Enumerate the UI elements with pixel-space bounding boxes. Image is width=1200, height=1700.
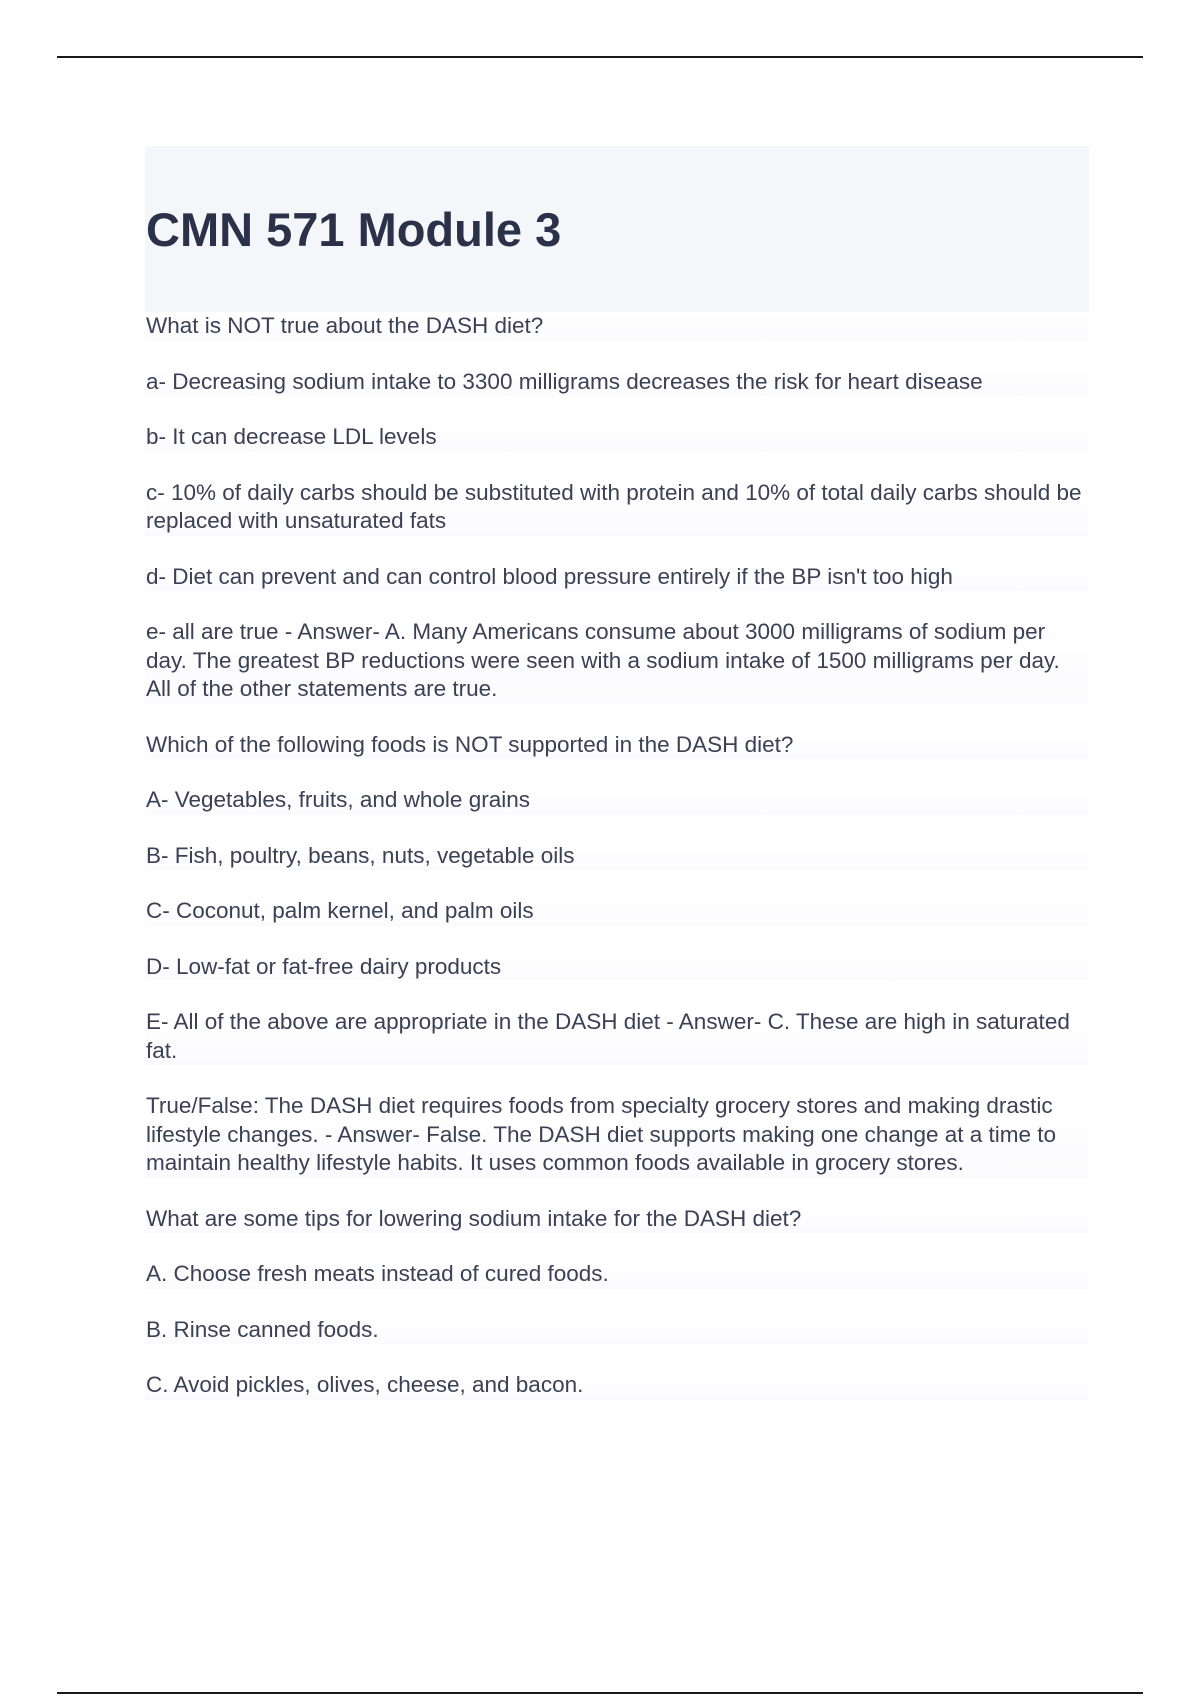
question-2-option-a: A- Vegetables, fruits, and whole grains	[145, 786, 1089, 815]
question-4-tip-b: B. Rinse canned foods.	[145, 1316, 1089, 1345]
question-1-option-e-answer: e- all are true - Answer- A. Many Americans consume about 3000 milligrams of sodium per day. The greatest BP reductions were seen with a sodium intake of 1500 milligrams per day. All of the other statements are true.	[145, 618, 1089, 704]
question-1: What is NOT true about the DASH diet?	[145, 312, 1089, 341]
question-2-option-b: B- Fish, poultry, beans, nuts, vegetable oils	[145, 842, 1089, 871]
question-1-option-c: c- 10% of daily carbs should be substituted with protein and 10% of total daily carbs should be replaced with unsaturated fats	[145, 479, 1089, 536]
question-2: Which of the following foods is NOT supported in the DASH diet?	[145, 731, 1089, 760]
page-title: CMN 571 Module 3	[146, 203, 562, 256]
question-1-option-a: a- Decreasing sodium intake to 3300 milligrams decreases the risk for heart disease	[145, 368, 1089, 397]
question-4-tip-a: A. Choose fresh meats instead of cured foods.	[145, 1260, 1089, 1289]
bottom-rule	[57, 1692, 1143, 1694]
question-2-option-d: D- Low-fat or fat-free dairy products	[145, 953, 1089, 982]
question-1-option-b: b- It can decrease LDL levels	[145, 423, 1089, 452]
question-3-true-false: True/False: The DASH diet requires foods from specialty grocery stores and making drastic lifestyle changes. - Answer- False. The DASH diet supports making one change at a time to maintain healthy lifestyle habits. It uses common foods available in grocery stores.	[145, 1092, 1089, 1178]
question-4-tip-c: C. Avoid pickles, olives, cheese, and bacon.	[145, 1371, 1089, 1400]
question-2-option-e-answer: E- All of the above are appropriate in the DASH diet - Answer- C. These are high in saturated fat.	[145, 1008, 1089, 1065]
document-body	[145, 312, 1089, 1400]
top-rule	[57, 56, 1143, 58]
question-4: What are some tips for lowering sodium intake for the DASH diet?	[145, 1205, 1089, 1234]
question-2-option-c: C- Coconut, palm kernel, and palm oils	[145, 897, 1089, 926]
question-1-option-d: d- Diet can prevent and can control blood pressure entirely if the BP isn't too high	[145, 563, 1089, 592]
